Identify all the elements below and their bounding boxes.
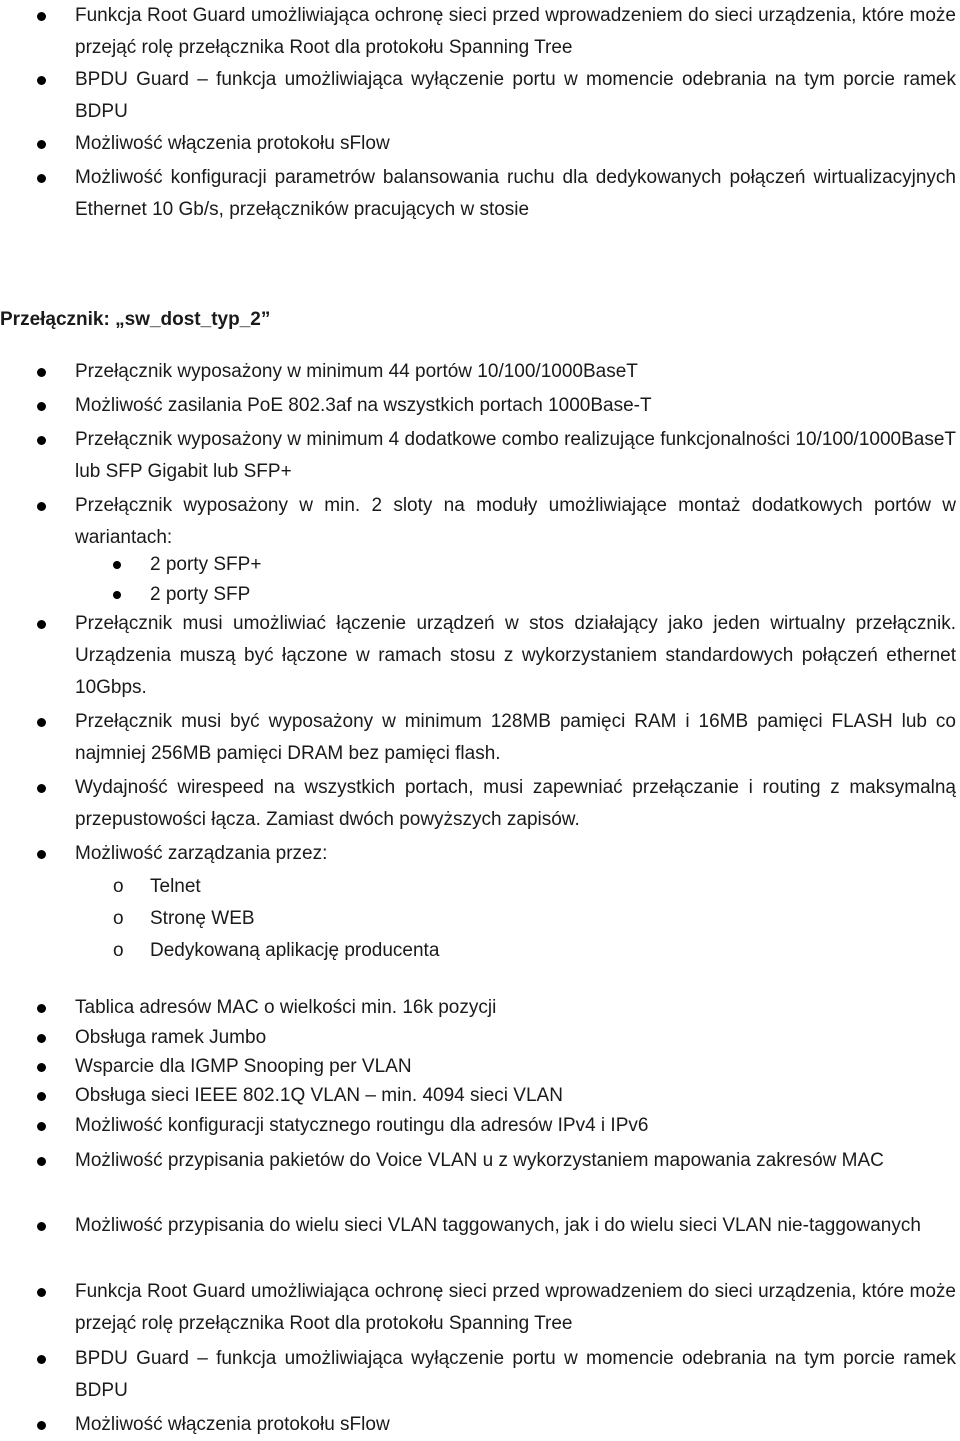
list-item [75,1276,956,1340]
sub-list-item [150,550,956,580]
list-item [75,0,956,64]
list-item [75,1110,956,1142]
list-item-text: Możliwość konfiguracji parametrów balansowania ruchu dla dedykowanych połączeń wirtualizacyjnych Ethernet 10 Gb/s, przełączników pracujących w stosie [75,167,956,220]
sub-list-item [150,580,956,610]
sub-list-marker: o [113,940,124,961]
list-item-text: Przełącznik wyposażony w minimum 4 dodatkowe combo realizujące funkcjonalności 10/100/1000BaseT lub SFP Gigabit lub SFP+ [75,429,956,482]
list-item-text: Możliwość przypisania do wielu sieci VLAN taggowanych, jak i do wielu sieci VLAN nie-taggowanych [75,1215,921,1236]
list-item [75,992,956,1024]
list-item [75,1145,956,1177]
list-item-text: Funkcja Root Guard umożliwiająca ochronę sieci przed wprowadzeniem do sieci urządzenia, które może przejąć rolę przełącznika Root dla protokołu Spanning Tree [75,1281,956,1334]
sub-list-item-text: 2 porty SFP+ [150,554,262,575]
sub-list-item-text: 2 porty SFP [150,584,251,605]
sub-list-marker: o [113,908,124,929]
list-item-text: Możliwość zasilania PoE 802.3af na wszystkich portach 1000Base-T [75,395,652,416]
list-item-text: Przełącznik musi być wyposażony w minimum 128MB pamięci RAM i 16MB pamięci FLASH lub co najmniej 256MB pamięci DRAM bez pamięci flash. [75,711,956,764]
list-item [75,1022,956,1054]
list-item-text: Przełącznik wyposażony w minimum 44 portów 10/100/1000BaseT [75,361,638,382]
list-item [75,1051,956,1083]
list-item [75,1409,956,1441]
sub-list-marker: o [113,876,124,897]
list-item [75,356,956,388]
list-item [75,490,956,554]
list-item [75,128,956,160]
list-item-text: Funkcja Root Guard umożliwiająca ochronę sieci przed wprowadzeniem do sieci urządzenia, które może przejąć rolę przełącznika Root dla protokołu Spanning Tree [75,5,956,58]
list-item-text: Wsparcie dla IGMP Snooping per VLAN [75,1056,412,1077]
list-item-text: BPDU Guard – funkcja umożliwiająca wyłączenie portu w momencie odebrania na tym porcie ramek BDPU [75,1348,956,1401]
list-item [75,1343,956,1407]
list-item-text: Obsługa ramek Jumbo [75,1027,267,1048]
sub-list-item-text: Dedykowaną aplikację producenta [150,940,440,961]
list-item-text: Możliwość przypisania pakietów do Voice VLAN u z wykorzystaniem mapowania zakresów MAC [75,1150,884,1171]
list-item [75,424,956,488]
list-item [75,390,956,422]
sub-list-item-text: Stronę WEB [150,908,255,929]
sub-list-item [113,904,956,934]
list-item [75,1080,956,1112]
list-item-text: Możliwość zarządzania przez: [75,843,328,864]
sub-list-item [113,936,956,966]
list-item-text: BPDU Guard – funkcja umożliwiająca wyłączenie portu w momencie odebrania na tym porcie ramek BDPU [75,69,956,122]
list-item [75,608,956,704]
list-item-text: Przełącznik wyposażony w min. 2 sloty na moduły umożliwiające montaż dodatkowych portów w wariantach: [75,495,956,548]
list-item [75,706,956,770]
list-item-text: Możliwość włączenia protokołu sFlow [75,133,390,154]
list-item [75,64,956,128]
list-item-text: Możliwość włączenia protokołu sFlow [75,1414,390,1435]
list-item-text: Obsługa sieci IEEE 802.1Q VLAN – min. 4094 sieci VLAN [75,1085,563,1106]
list-item-text: Wydajność wirespeed na wszystkich portach, musi zapewniać przełączanie i routing z maksymalną przepustowości łącza. Zamiast dwóch powyższych zapisów. [75,777,956,830]
list-item [75,772,956,836]
section-heading: Przełącznik: „sw_dost_typ_2” [0,309,271,330]
list-item [75,838,956,870]
sub-list-item [113,872,956,902]
list-item-text: Możliwość konfiguracji statycznego routingu dla adresów IPv4 i IPv6 [75,1115,649,1136]
sub-list-item-text: Telnet [150,876,201,897]
list-item [75,1210,956,1242]
list-item [75,162,956,226]
list-item-text: Tablica adresów MAC o wielkości min. 16k pozycji [75,997,497,1018]
list-item-text: Przełącznik musi umożliwiać łączenie urządzeń w stos działający jako jeden wirtualny przełącznik. Urządzenia muszą być łączone w ramach stosu z wykorzystaniem standardowych połączeń ethernet 10Gbps. [75,613,956,698]
